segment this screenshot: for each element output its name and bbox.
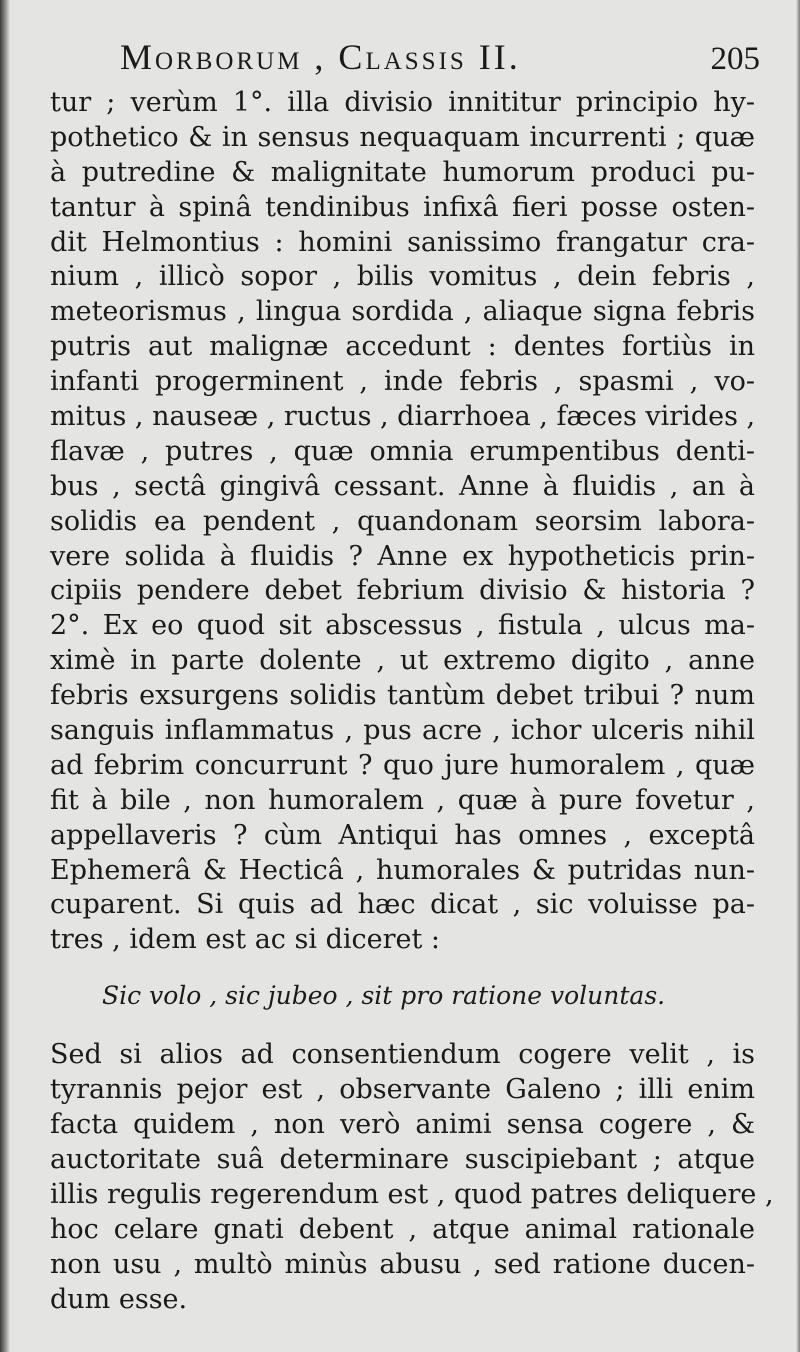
text-line: sanguis inflammatus , pus acre , ichor ulceris nihil xyxy=(50,715,755,747)
text-line: dit Helmontius : homini sanissimo frangatur cra- xyxy=(50,226,755,258)
paragraph-2 xyxy=(50,1038,774,1317)
page-body xyxy=(50,86,774,1317)
text-line: hoc celare gnati debent , atque animal rationale xyxy=(50,1213,755,1245)
paragraph-1 xyxy=(50,86,755,958)
text-line: fit à bile , non humoralem , quæ à pure fovetur , xyxy=(50,784,755,816)
text-line: facta quidem , non verò animi sensa cogere , & xyxy=(50,1109,755,1141)
text-line: tur ; verùm 1°. illa divisio innititur principio hy- xyxy=(50,87,755,118)
text-line: ximè in parte dolente , ut extremo digito , anne xyxy=(50,645,755,677)
text-line: Sed si alios ad consentiendum cogere velit , is xyxy=(50,1039,755,1071)
text-line: solidis ea pendent , quandonam seorsim labora- xyxy=(50,505,755,537)
page-edge xyxy=(796,0,800,1352)
text-line: Ephemerâ & Hecticâ , humorales & putridas nun- xyxy=(50,854,755,886)
page-number: 205 xyxy=(710,41,760,77)
text-line: tres , idem est ac si diceret : xyxy=(50,924,440,956)
page-header xyxy=(120,36,760,86)
page-gutter-shadow xyxy=(0,0,10,1352)
text-line: febris exsurgens solidis tantùm debet tribui ? num xyxy=(50,680,755,712)
text-line: non usu , multò minùs abusu , sed ratione ducen- xyxy=(50,1248,755,1280)
text-line: cuparent. Si quis ad hæc dicat , sic voluisse pa- xyxy=(50,889,755,921)
verse-quotation: Sic volo , sic jubeo , sit pro ratione voluntas. xyxy=(102,981,666,1011)
text-line: mitus , nauseæ , ructus , diarrhoea , fæces virides , xyxy=(50,401,756,433)
running-head: Morborum , Classis II. xyxy=(120,37,521,77)
text-line: flavæ , putres , quæ omnia erumpentibus denti- xyxy=(50,435,755,467)
text-line: pothetico & in sensus nequaquam incurrenti ; quæ xyxy=(50,121,755,153)
text-line: dum esse. xyxy=(50,1283,188,1315)
text-line: infanti progerminent , inde febris , spasmi , vo- xyxy=(50,366,755,398)
text-line: auctoritate suâ determinare suscipiebant ; atque xyxy=(50,1143,755,1175)
text-line: bus , sectâ gingivâ cessant. Anne à fluidis , an à xyxy=(50,470,755,502)
text-line: ad febrim concurrunt ? quo jure humoralem , quæ xyxy=(50,749,755,781)
text-line: putris aut malignæ accedunt : dentes fortiùs in xyxy=(50,331,755,363)
text-line: tyrannis pejor est , observante Galeno ; illi enim xyxy=(50,1074,755,1106)
text-line: meteorismus , lingua sordida , aliaque signa febris xyxy=(50,296,755,328)
text-line: illis regulis regerendum est , quod patres deliquere , xyxy=(50,1178,774,1210)
text-line: cipiis pendere debet febrium divisio & historia ? xyxy=(50,575,755,607)
text-line: à putredine & malignitate humorum produci pu- xyxy=(50,156,755,188)
text-line: vere solida à fluidis ? Anne ex hypotheticis prin- xyxy=(50,540,755,572)
text-line: 2°. Ex eo quod sit abscessus , fistula , ulcus ma- xyxy=(50,610,755,642)
text-line: nium , illicò sopor , bilis vomitus , dein febris , xyxy=(50,261,755,293)
text-line: appellaveris ? cùm Antiqui has omnes , exceptâ xyxy=(50,819,755,851)
text-line: tantur à spinâ tendinibus infixâ fieri posse osten- xyxy=(50,191,755,223)
